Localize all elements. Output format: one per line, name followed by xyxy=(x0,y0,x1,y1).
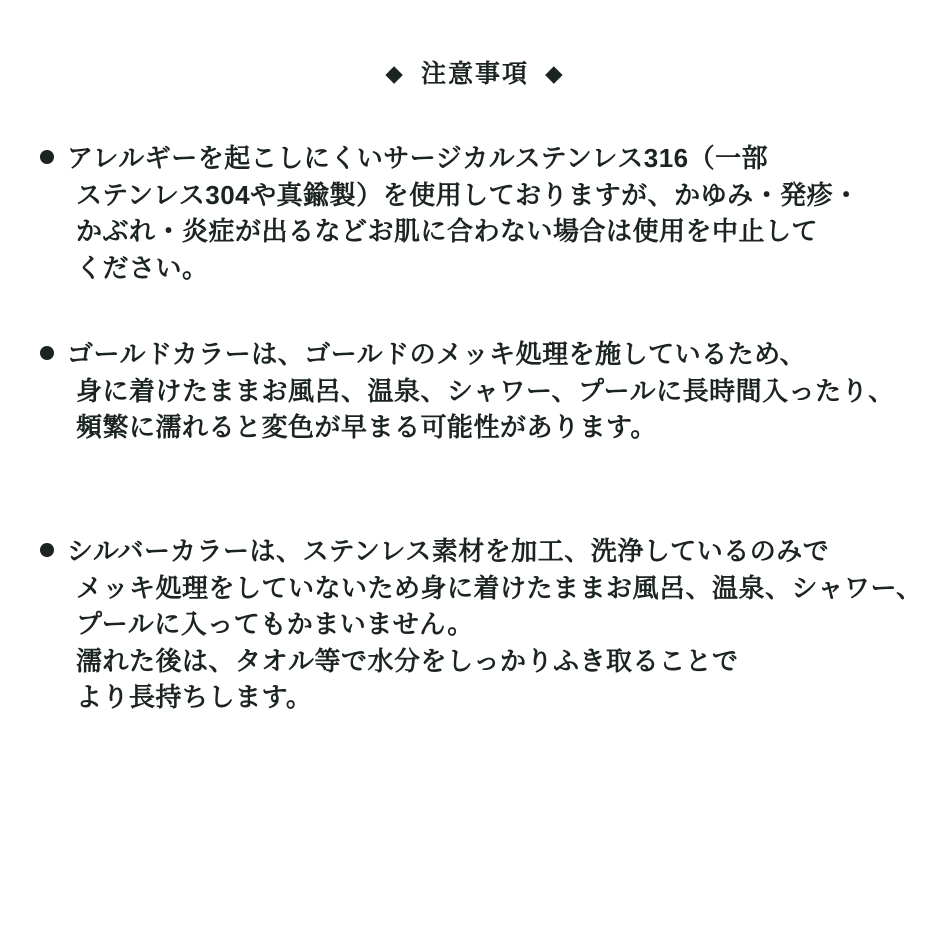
note-allergy xyxy=(40,140,860,286)
note-gold-color xyxy=(40,336,895,446)
note-line: 濡れた後は、タオル等で水分をしっかりふき取ることで xyxy=(76,645,739,676)
bullet-icon xyxy=(40,150,54,164)
note-line: プールに入ってもかまいません。 xyxy=(76,609,474,639)
diamond-icon: ◆ xyxy=(385,60,405,86)
note-line: かぶれ・炎症が出るなどお肌に合わない場合は使用を中止して xyxy=(76,216,819,246)
note-text xyxy=(67,140,860,286)
note-line: 頻繁に濡れると変色が早まる可能性があります。 xyxy=(76,412,657,442)
note-line: より長持ちします。 xyxy=(76,682,313,712)
page-title xyxy=(0,58,950,90)
note-text xyxy=(67,336,895,446)
note-line: シルバーカラーは、ステンレス素材を加工、洗浄しているのみで xyxy=(67,536,830,566)
note-text xyxy=(67,533,922,716)
bullet-icon xyxy=(40,543,54,557)
note-line: 身に着けたままお風呂、温泉、シャワー、プールに長時間入ったり、 xyxy=(76,375,895,406)
note-line: ステンレス304や真鍮製）を使用しておりますが、かゆみ・発疹・ xyxy=(76,179,860,210)
note-line: メッキ処理をしていないため身に着けたままお風呂、温泉、シャワー、 xyxy=(76,572,923,603)
note-silver-color xyxy=(40,533,922,716)
note-line: ください。 xyxy=(76,252,209,283)
diamond-icon: ◆ xyxy=(545,60,565,86)
page-title-text: 注意事項 xyxy=(420,60,529,88)
note-line: ゴールドカラーは、ゴールドのメッキ処理を施しているため、 xyxy=(67,339,807,369)
note-line: アレルギーを起こしにくいサージカルステンレス316（一部 xyxy=(67,143,769,173)
bullet-icon xyxy=(40,346,54,360)
